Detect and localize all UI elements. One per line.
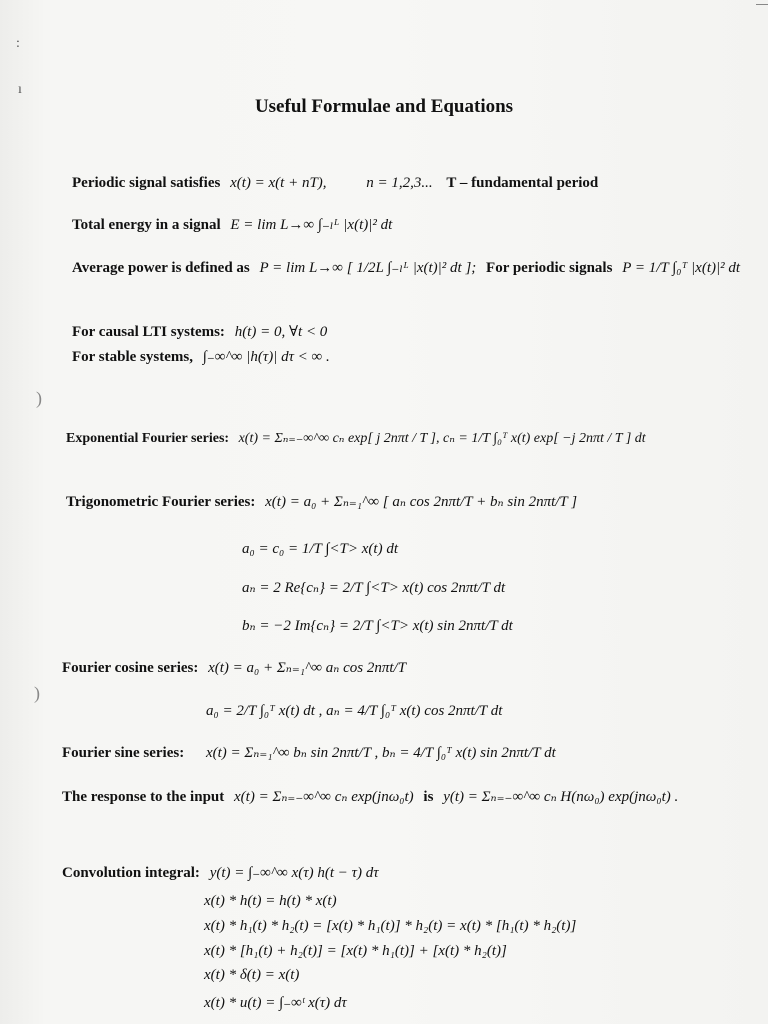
power-periodic-equation: P = 1/T ∫₀ᵀ |x(t)|² dt <box>622 260 741 276</box>
cosine-coefficients-equation: a₀ = 2/T ∫₀ᵀ x(t) dt , aₙ = 4/T ∫₀ᵀ x(t) cos 2nπt/T dt <box>206 703 503 719</box>
convolution-line <box>62 863 379 882</box>
exp-fourier-equation: x(t) = Σₙ₌₋∞^∞ cₙ exp[ j 2nπt / T ], cₙ = 1/T ∫₀ᵀ x(t) exp[ −j 2nπt / T ] dt <box>238 431 646 446</box>
a0-equation: a₀ = c₀ = 1/T ∫<T> x(t) dt <box>242 541 398 557</box>
convolution-commutative: x(t) * h(t) = h(t) * x(t) <box>204 893 337 909</box>
trig-fourier-label: Trigonometric Fourier series: <box>66 494 256 510</box>
sine-equation: x(t) = Σₙ₌₁^∞ bₙ sin 2nπt/T , bₙ = 4/T ∫₀ᵀ x(t) sin 2nπt/T dt <box>205 745 556 761</box>
bleed-mark: ) <box>36 388 42 408</box>
convolution-distributive: x(t) * [h₁(t) + h₂(t)] = [x(t) * h₁(t)] + [x(t) * h₂(t)] <box>204 943 507 959</box>
response-line <box>62 787 678 806</box>
exp-fourier-label: Exponential Fourier series: <box>66 431 230 446</box>
convolution-label: Convolution integral: <box>62 865 200 881</box>
periodic-equation: x(t) = x(t + nT), <box>230 175 327 191</box>
an-equation: aₙ = 2 Re{cₙ} = 2/T ∫<T> x(t) cos 2nπt/T dt <box>242 580 506 596</box>
cosine-label: Fourier cosine series: <box>62 660 199 676</box>
response-input-equation: x(t) = Σₙ₌₋∞^∞ cₙ exp(jnω₀t) <box>234 789 414 805</box>
periodic-n-range: n = 1,2,3... <box>366 175 433 191</box>
periodic-T-label: T – fundamental period <box>446 175 599 191</box>
trig-fourier-equation: x(t) = a₀ + Σₙ₌₁^∞ [ aₙ cos 2nπt/T + bₙ sin 2nπt/T ] <box>265 494 578 510</box>
energy-equation: E = lim L→∞ ∫₋ₗᴸ |x(t)|² dt <box>230 217 393 233</box>
response-is-label: is <box>423 789 434 805</box>
sine-label: Fourier sine series: <box>62 745 185 761</box>
cosine-equation: x(t) = a₀ + Σₙ₌₁^∞ aₙ cos 2nπt/T <box>208 660 407 676</box>
trig-fourier-line <box>66 492 577 511</box>
periodic-line <box>72 175 598 192</box>
power-label: Average power is defined as <box>72 260 250 276</box>
convolution-step: x(t) * u(t) = ∫₋∞ᵗ x(τ) dτ <box>204 995 347 1011</box>
hole-punch-mark: : <box>16 36 20 51</box>
stable-equation: ∫₋∞^∞ |h(τ)| dτ < ∞ . <box>202 349 330 365</box>
edge-mark <box>756 4 768 5</box>
convolution-associative: x(t) * h₁(t) * h₂(t) = [x(t) * h₁(t)] * h₂(t) = x(t) * [h₁(t) * h₂(t)] <box>204 918 577 934</box>
convolution-equation: y(t) = ∫₋∞^∞ x(τ) h(t − τ) dτ <box>209 865 379 881</box>
stable-line <box>72 347 330 366</box>
causal-label: For causal LTI systems: <box>72 324 225 340</box>
power-periodic-label: For periodic signals <box>486 260 613 276</box>
energy-line <box>72 215 392 234</box>
response-label: The response to the input <box>62 789 225 805</box>
bn-equation: bₙ = −2 Im{cₙ} = 2/T ∫<T> x(t) sin 2nπt/T dt <box>242 618 513 634</box>
stable-label: For stable systems, <box>72 349 193 365</box>
cosine-line <box>62 658 406 677</box>
periodic-label: Periodic signal satisfies <box>72 175 221 191</box>
power-equation: P = lim L→∞ [ 1/2L ∫₋ₗᴸ |x(t)|² dt ]; <box>259 260 477 276</box>
response-output-equation: y(t) = Σₙ₌₋∞^∞ cₙ H(nω₀) exp(jnω₀t) . <box>443 789 679 805</box>
energy-label: Total energy in a signal <box>72 217 221 233</box>
exp-fourier-line <box>66 430 646 447</box>
bleed-mark: ) <box>34 683 40 703</box>
power-line <box>72 258 740 277</box>
causal-equation: h(t) = 0, ∀t < 0 <box>234 324 328 340</box>
convolution-delta: x(t) * δ(t) = x(t) <box>204 967 300 983</box>
page-title: Useful Formulae and Equations <box>254 96 514 117</box>
hole-punch-mark: ı <box>18 82 22 97</box>
sine-line <box>62 743 556 762</box>
causal-line <box>72 322 327 341</box>
